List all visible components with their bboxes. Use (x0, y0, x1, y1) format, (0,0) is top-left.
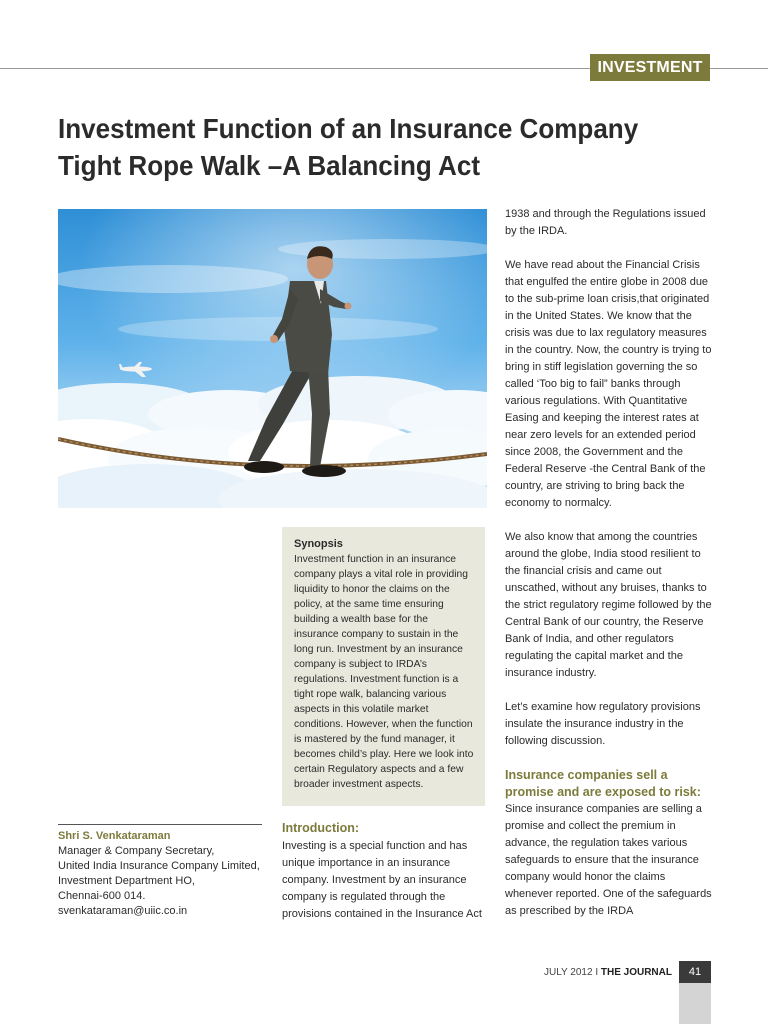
right-paragraph-1: 1938 and through the Regulations issued by the IRDA. (505, 208, 706, 237)
author-role: Manager & Company Secretary, (58, 845, 215, 857)
introduction-heading: Introduction: (282, 821, 360, 835)
right-paragraph-2: We have read about the Financial Crisis that engulfed the entire globe in 2008 due to the sub-prime loan crisis,that originated in the United States. We know that the crisis was due to lax regulatory measures in the country. Now, the country is trying to bring in stiff legislation governing the so called ‘Too big to fail” banks through various regulations. With Quantitative Easing and keeping the interest rates at near zero levels for an extended period since 2008, the Government and the Federal Reserve -the Central Bank of the country, are striving to bring back the economy to normalcy. (505, 259, 712, 509)
page-edge-strip (679, 983, 711, 1024)
introduction-text: Investing is a special function and has unique importance in an insurance company. Investment by an insurance company is regulated through the provisions contained in the Insurance Act (282, 840, 482, 920)
author-department: Investment Department HO, (58, 875, 195, 887)
title-line-2: Tight Rope Walk –A Balancing Act (58, 150, 481, 181)
footer-journal: THE JOURNAL (600, 967, 672, 978)
right-paragraph-3: We also know that among the countries around the globe, India stood resilient to the financial crisis and came out unscathed, without any bruises, thanks to the strict regulatory regime followed by the Central Bank of our country, the Reserve Bank of India, and other regulators regulating the capital market and the insurance industry. (505, 531, 712, 679)
page-footer (500, 966, 672, 980)
synopsis-title: Synopsis (294, 538, 343, 550)
author-rule (58, 824, 262, 825)
article-title (58, 110, 663, 184)
hero-image (58, 209, 487, 508)
introduction-section (282, 820, 487, 923)
right-paragraph-4: Let’s examine how regulatory provisions insulate the insurance industry in the following discussion. (505, 701, 701, 747)
author-company: United India Insurance Company Limited, (58, 860, 260, 872)
right-column (505, 206, 715, 937)
footer-separator: I (595, 967, 599, 978)
page-number: 41 (679, 961, 711, 983)
author-block (58, 829, 273, 919)
footer-date: JULY 2012 (543, 967, 593, 978)
author-city: Chennai-600 014. (58, 890, 146, 902)
risk-subheading: Insurance companies sell a promise and are exposed to risk: (505, 768, 701, 799)
author-name: Shri S. Venkataraman (58, 830, 171, 842)
synopsis-text: Investment function in an insurance company plays a vital role in providing liquidity to honor the claims on the policy, at the same time ensuring building a wealth base for the insurance company to sustain in the long run. Investment by an insurance company is subject to IRDA’s regulations. Investment function is a tight rope walk, balancing various aspects in this volatile market conditions. However, when the function is mastered by the fund manager, it becomes child’s play. Here we look into certain Regulatory aspects and a few broader investment aspects. (294, 554, 474, 790)
section-tag: INVESTMENT (590, 54, 710, 81)
synopsis-box (282, 527, 485, 806)
author-email[interactable]: svenkataraman@uiic.co.in (58, 905, 188, 917)
title-line-1: Investment Function of an Insurance Company (58, 113, 639, 144)
right-paragraph-5: Since insurance companies are selling a promise and collect the premium in advance, the regulation takes various safeguards to ensure that the insurance company would honor the claims whenever reported. One of the safeguards as prescribed by the IRDA (505, 803, 712, 917)
